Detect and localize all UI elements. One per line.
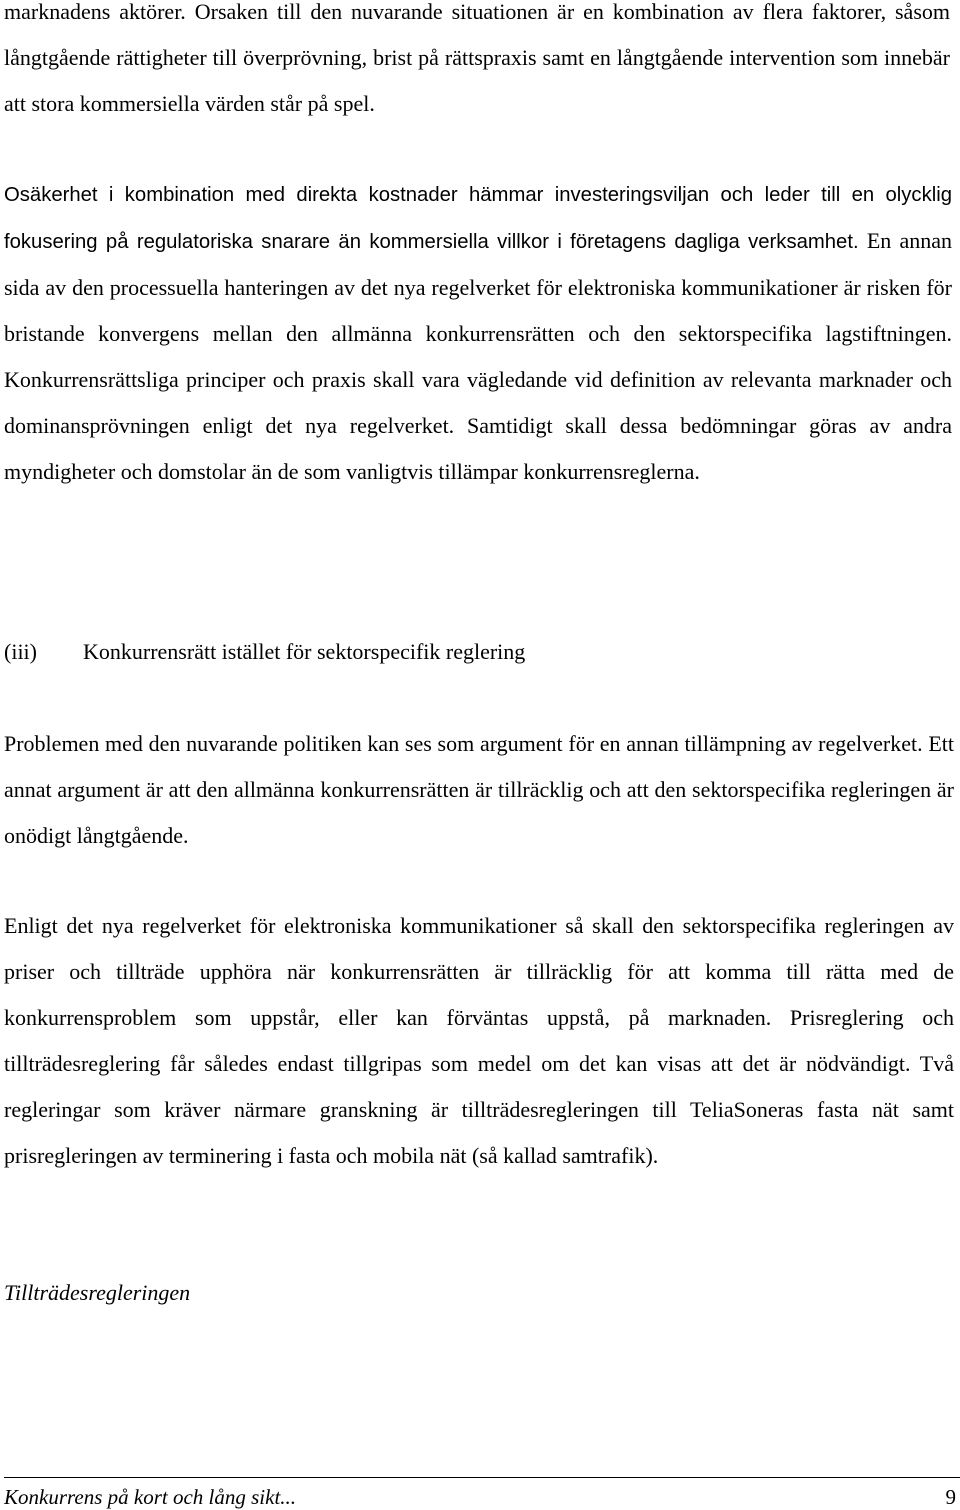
footer-title: Konkurrens på kort och lång sikt... <box>4 1485 297 1509</box>
subheading-access-regulation: Tillträdesregleringen <box>4 1280 191 1305</box>
page-number: 9 <box>945 1485 956 1509</box>
section-heading <box>4 629 956 675</box>
paragraph-uncertainty-serif-text: En annan sida av den processuella hanteringen av det nya regelverket för elektroniska kommunikationer är risken för bristande konvergens mellan den allmänna konkurrensrätten och den sektorspecifika lagstiftningen. Konkurrensrättsliga principer och praxis skall vara vägledande vid definition av relevanta marknader och dominansprövningen enligt det nya regelverket. Samtidigt skall dessa bedömningar göras av andra myndigheter och domstolar än de som vanligtvis tillämpar konkurrensreglerna. <box>4 228 953 484</box>
section-title: Konkurrensrätt istället för sektorspecifik reglering <box>83 639 526 664</box>
paragraph-problems: Problemen med den nuvarande politiken kan ses som argument för en annan tillämpning av regelverket. Ett annat argument är att den allmänna konkurrensrätten är tillräcklig och att den sektorspecifika regleringen är onödigt långtgående. <box>4 731 954 848</box>
paragraph-new-framework: Enligt det nya regelverket för elektroniska kommunikationer så skall den sektorspecifika regleringen av priser och tillträde upphöra när konkurrensrätten är tillräcklig för att komma till rätta med de konkurrensproblem som uppstår, eller kan förväntas uppstå, på marknaden. Prisreglering och tillträdesreglering får således endast tillgripas som medel om det kan visas att det är nödvändigt. Två regleringar som kräver närmare granskning är tillträdesregleringen till TeliaSoneras fasta nät samt prisregleringen av terminering i fasta och mobila nät (så kallad samtrafik). <box>4 913 954 1168</box>
section-number: (iii) <box>4 639 37 664</box>
paragraph-uncertainty-sans-text: Osäkerhet i kombination med direkta kostnader hämmar investeringsviljan och leder till en olycklig fokusering på regulatoriska snarare än kommersiella villkor i företagens dagliga verksamhet. <box>4 184 952 253</box>
paragraph-intro: marknadens aktörer. Orsaken till den nuvarande situationen är en kombination av flera faktorer, såsom långtgående rättigheter till överprövning, brist på rättspraxis samt en långtgående intervention som innebär att stora kommersiella värden står på spel. <box>4 0 950 116</box>
footer-divider <box>4 1477 960 1478</box>
paragraph-uncertainty <box>4 171 952 495</box>
